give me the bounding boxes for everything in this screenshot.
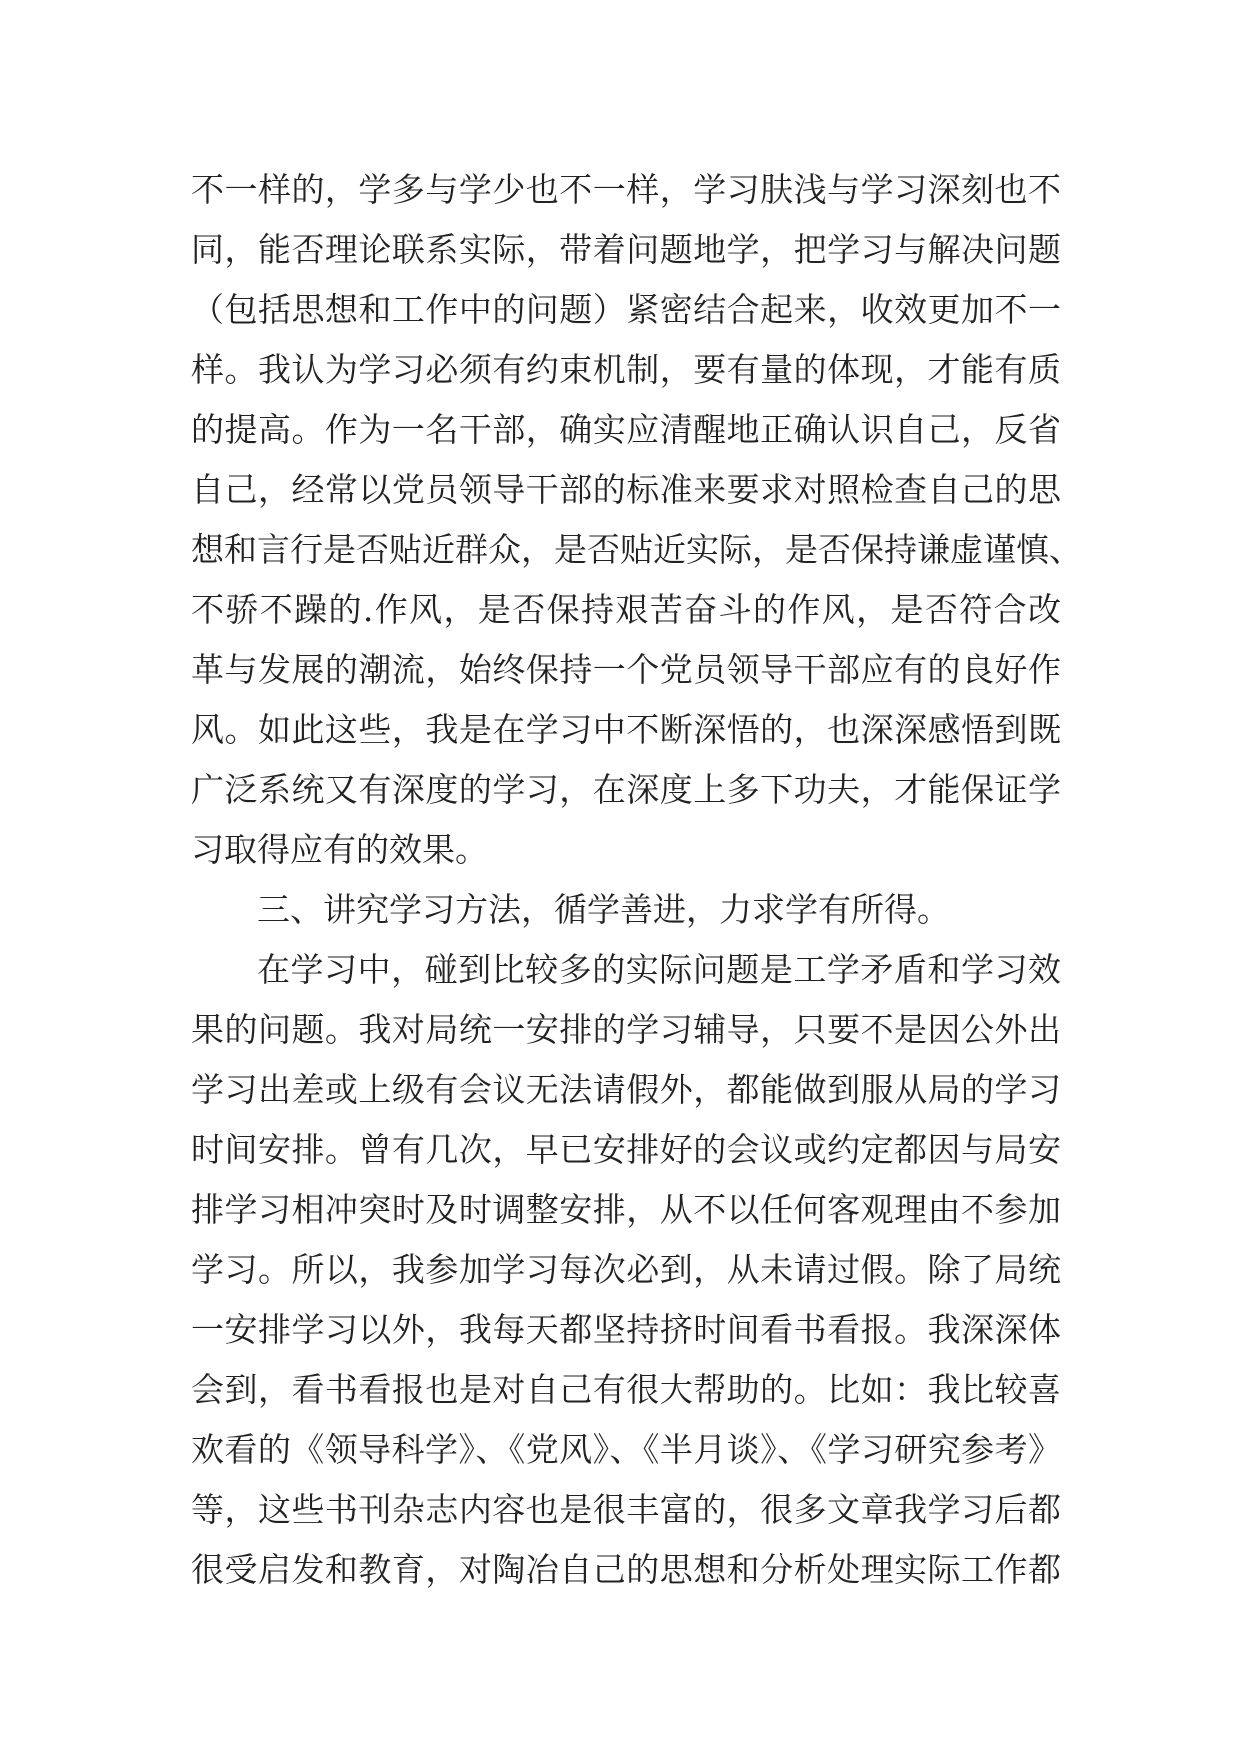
text-line: 自己，经常以党员领导干部的标准来要求对照检查自己的思: [191, 470, 1061, 509]
text-line: 不骄不躁的.作风，是否保持艰苦奋斗的作风，是否符合改: [191, 590, 1061, 629]
text-line: （包括思想和工作中的问题）紧密结合起来，收效更加不一: [191, 290, 1061, 329]
text-line: 不一样的，学多与学少也不一样，学习肤浅与学习深刻也不: [191, 170, 1061, 209]
text-line: 同，能否理论联系实际，带着问题地学，把学习与解决问题: [191, 230, 1061, 269]
text-line: 时间安排。曾有几次，早已安排好的会议或约定都因与局安: [191, 1130, 1061, 1169]
document-body-text: [191, 160, 1082, 1600]
text-line: 习取得应有的效果。: [191, 830, 488, 869]
paragraph-first-line: 在学习中，碰到比较多的实际问题是工学矛盾和学习效: [257, 950, 1061, 989]
text-line: 等，这些书刊杂志内容也是很丰富的，很多文章我学习后都: [191, 1490, 1061, 1529]
text-line: 风。如此这些，我是在学习中不断深悟的，也深深感悟到既: [191, 710, 1061, 749]
text-line: 想和言行是否贴近群众，是否贴近实际，是否保持谦虚谨慎、: [191, 530, 1082, 569]
text-line: 排学习相冲突时及时调整安排，从不以任何客观理由不参加: [191, 1190, 1061, 1229]
text-line: 一安排学习以外，我每天都坚持挤时间看书看报。我深深体: [191, 1310, 1061, 1349]
text-line: 革与发展的潮流，始终保持一个党员领导干部应有的良好作: [191, 650, 1061, 689]
text-line: 样。我认为学习必须有约束机制，要有量的体现，才能有质: [191, 350, 1061, 389]
text-line: 学习。所以，我参加学习每次必到，从未请过假。除了局统: [191, 1250, 1061, 1289]
text-line: 广泛系统又有深度的学习，在深度上多下功夫，才能保证学: [191, 770, 1061, 809]
text-line: 的提高。作为一名干部，确实应清醒地正确认识自己，反省: [191, 410, 1061, 449]
text-line: 会到，看书看报也是对自己有很大帮助的。比如：我比较喜: [191, 1370, 1061, 1409]
text-line: 很受启发和教育，对陶冶自己的思想和分析处理实际工作都: [191, 1550, 1061, 1589]
text-line: 果的问题。我对局统一安排的学习辅导，只要不是因公外出: [191, 1010, 1061, 1049]
section-heading: 三、讲究学习方法，循学善进，力求学有所得。: [257, 890, 950, 929]
text-line: 学习出差或上级有会议无法请假外，都能做到服从局的学习: [191, 1070, 1061, 1109]
text-line: 欢看的《领导科学》、《党风》、《半月谈》、《学习研究参考》: [191, 1430, 1061, 1469]
